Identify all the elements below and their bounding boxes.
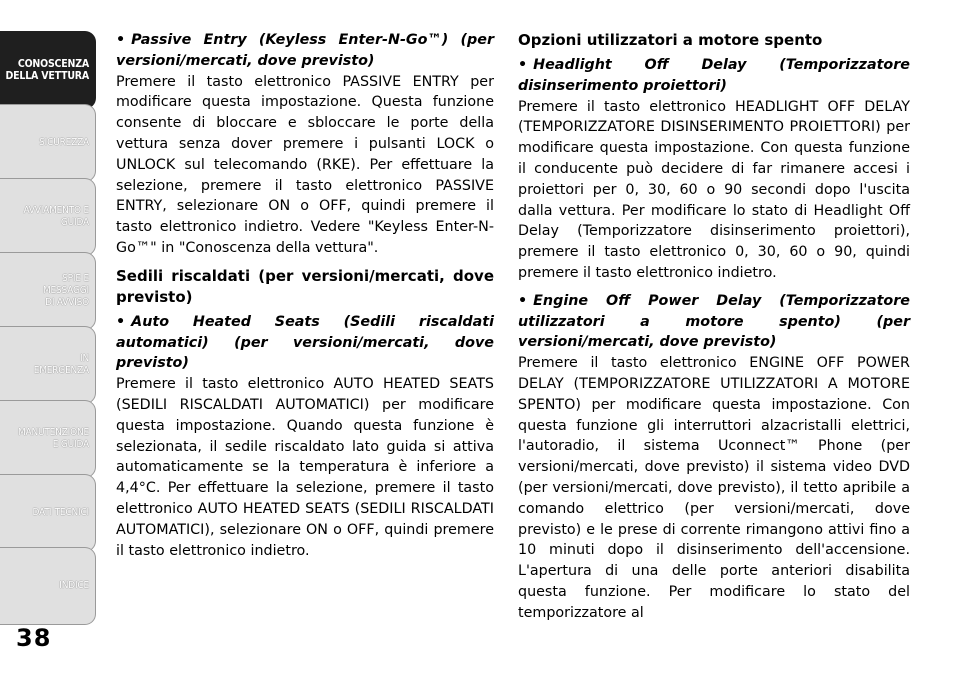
tab-label: CONOSCENZA [17, 58, 89, 70]
tab-dati-tecnici[interactable] [0, 474, 96, 552]
item-title-passive-entry: • Passive Entry (Keyless Enter-N-Go™) (per versioni/mercati, dove previsto) [116, 30, 494, 72]
left-column [116, 30, 494, 561]
tab-label: DELLA VETTURA [5, 70, 89, 82]
tab-label: IN [80, 353, 89, 364]
tab-label: DATI TECNICI [32, 507, 89, 518]
item-body-engine-off-power-delay: Premere il tasto elettronico ENGINE OFF POWER DELAY (TEMPORIZZATORE UTILIZZATORI A MOTORE SPENTO) per modificare questa impostazione. Con questa funzione gli interruttori alzacristalli elettrici, l'autoradio, il sistema Uconnect™ Phone (per versioni/mercati, dove previsto) il sistema video DVD (per versioni/mercati, dove previsto), il tetto apribile a comando elettrico (per versioni/mercati, dove previsto) e le prese di corrente rimangono attivi fino a 10 minuti dopo il disinserimento dell'accensione. L'apertura di una delle porte anteriori disabilita questa funzione. Per modificare lo stato del temporizzatore al [518, 355, 910, 621]
tab-label: SICUREZZA [39, 137, 89, 148]
tab-conoscenza-della-vettura[interactable] [0, 31, 96, 109]
tab-label: GUIDA [60, 217, 89, 228]
tab-label: EMERGENZA [33, 365, 89, 376]
tab-label: MESSAGGI [42, 285, 89, 296]
tab-label: MANUTENZIONE [17, 427, 89, 438]
right-column [518, 30, 910, 624]
tab-indice[interactable] [0, 547, 96, 625]
item-body-passive-entry: Premere il tasto elettronico PASSIVE ENTRY per modificare questa impostazione. Questa funzione consente di bloccare e sbloccare le porte della vettura senza dover premere i pulsanti LOCK o UNLOCK sul telecomando (RKE). Per effettuare la selezione, premere il tasto elettronico PASSIVE ENTRY, selezionare ON o OFF, quindi premere il tasto elettronico indietro. Vedere "Keyless Enter-N-Go™" in "Conoscenza della vettura". [116, 73, 494, 256]
section-title-heated-seats: Sedili riscaldati (per versioni/mercati, dove previsto) [116, 266, 494, 306]
item-body-headlight-off-delay: Premere il tasto elettronico HEADLIGHT OFF DELAY (TEMPORIZZATORE DISINSERIMENTO PROIETTORI) per modificare questa impostazione. Con questa funzione il conducente può decidere di far rimanere accesi i proiettori per 0, 30, 60 o 90 secondi dopo l'uscita dalla vettura. Per modificare lo stato di Headlight Off Delay (Temporizzatore disinserimento proiettori), premere il tasto elettronico 0, 30, 60 o 90, quindi premere il tasto elettronico indietro. [518, 98, 910, 281]
tab-label: AVVIAMENTO E [23, 205, 89, 216]
item-title-headlight-off-delay: • Headlight Off Delay (Temporizzatore disinserimento proiettori) [518, 55, 910, 97]
item-body-auto-heated-seats: Premere il tasto elettronico AUTO HEATED SEATS (SEDILI RISCALDATI AUTOMATICI) per modificare questa impostazione. Quando questa funzione è selezionata, il sedile riscaldato lato guida si attiva automaticamente se la temperatura è inferiore a 4,4°C. Per effettuare la selezione, premere il tasto elettronico AUTO HEATED SEATS (SEDILI RISCALDATI AUTOMATICI), selezionare ON o OFF, quindi premere il tasto elettronico indietro. [116, 376, 494, 559]
item-title-engine-off-power-delay: • Engine Off Power Delay (Temporizzatore utilizzatori a motore spento) (per versioni/mercati, dove previsto) [518, 291, 910, 353]
tab-label: DI AVVISO [45, 297, 89, 308]
tab-spie-e-messaggi-di-avviso[interactable] [0, 252, 96, 330]
section-title-engine-off-options: Opzioni utilizzatori a motore spento [518, 31, 823, 49]
tab-label: SPIE E [62, 273, 89, 284]
tab-label: INDICE [59, 580, 89, 591]
tab-in-emergenza[interactable] [0, 326, 96, 404]
tab-avviamento-e-guida[interactable] [0, 178, 96, 256]
item-title-auto-heated-seats: • Auto Heated Seats (Sedili riscaldati automatici) (per versioni/mercati, dove previsto) [116, 312, 494, 374]
page-number: 38 [16, 624, 52, 652]
tab-sicurezza[interactable] [0, 104, 96, 182]
tab-label: E GUIDA [52, 439, 89, 450]
tab-manutenzione-e-guida[interactable] [0, 400, 96, 478]
